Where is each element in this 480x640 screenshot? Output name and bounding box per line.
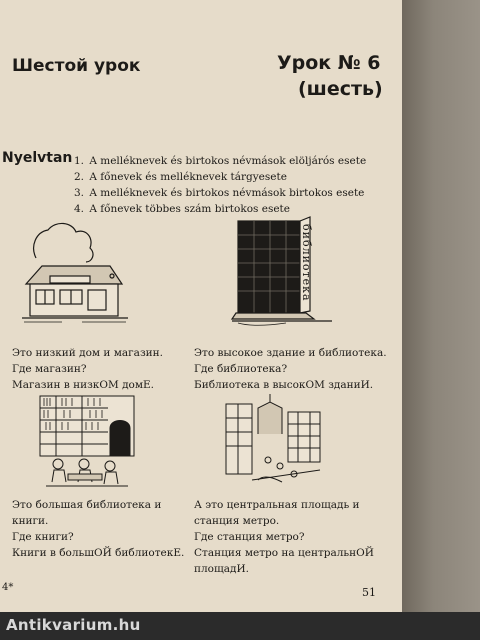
caption-line: Где магазин? [12, 363, 87, 375]
caption-square-metro [194, 497, 374, 577]
house-and-shop-illustration [22, 218, 128, 326]
grammar-item-number: 2. [74, 171, 85, 183]
grammar-item-text: A főnevek többes szám birtokos esete [89, 203, 290, 215]
caption-line: площадИ. [194, 563, 249, 575]
caption-line: Где книги? [12, 531, 74, 543]
watermark-bar [0, 612, 480, 640]
grammar-item [74, 185, 366, 201]
lesson-number-title: Урок № 6 [277, 52, 381, 74]
caption-line: Библиотека в высокОМ зданиИ. [194, 379, 374, 391]
signature-mark: 4* [2, 582, 14, 593]
lesson-title-russian: Шестой урок [12, 56, 141, 76]
caption-line: Книги в большОЙ библиотекЕ. [12, 547, 185, 559]
library-building-illustration [232, 215, 342, 333]
grammar-item-text: A főnevek és melléknevek tárgyesete [89, 171, 287, 183]
caption-line: Это низкий дом и магазин. [12, 347, 163, 359]
caption-line: Где библиотека? [194, 363, 288, 375]
library-sign-text: библиотека [300, 224, 313, 302]
caption-line: книги. [12, 515, 49, 527]
caption-library-building [194, 345, 387, 393]
square-metro-illustration [224, 394, 324, 486]
page-edge-shadow [402, 0, 480, 612]
caption-line: Станция метро на центральнОЙ [194, 547, 374, 559]
grammar-item-number: 4. [74, 203, 85, 215]
caption-line: Это высокое здание и библиотека. [194, 347, 387, 359]
caption-house [12, 345, 163, 393]
caption-line: станция метро. [194, 515, 280, 527]
caption-line: Это большая библиотека и [12, 499, 162, 511]
grammar-item-text: A melléknevek és birtokos névmások elöljárós esete [89, 155, 367, 167]
library-interior-illustration [38, 394, 136, 490]
grammar-item [74, 169, 366, 185]
caption-line: Магазин в низкОМ домЕ. [12, 379, 155, 391]
watermark-text: Antikvarium.hu [6, 616, 141, 634]
grammar-item-number: 1. [74, 155, 85, 167]
grammar-list [74, 153, 366, 217]
caption-line: А это центральная площадь и [194, 499, 360, 511]
grammar-item [74, 153, 366, 169]
caption-line: Где станция метро? [194, 531, 305, 543]
grammar-item-number: 3. [74, 187, 85, 199]
page-number: 51 [362, 586, 376, 599]
caption-library-interior [12, 497, 184, 561]
grammar-item-text: A melléknevek és birtokos névmások birtokos esete [89, 187, 365, 199]
lesson-number-word: (шесть) [298, 78, 383, 100]
grammar-label: Nyelvtan [2, 150, 73, 166]
